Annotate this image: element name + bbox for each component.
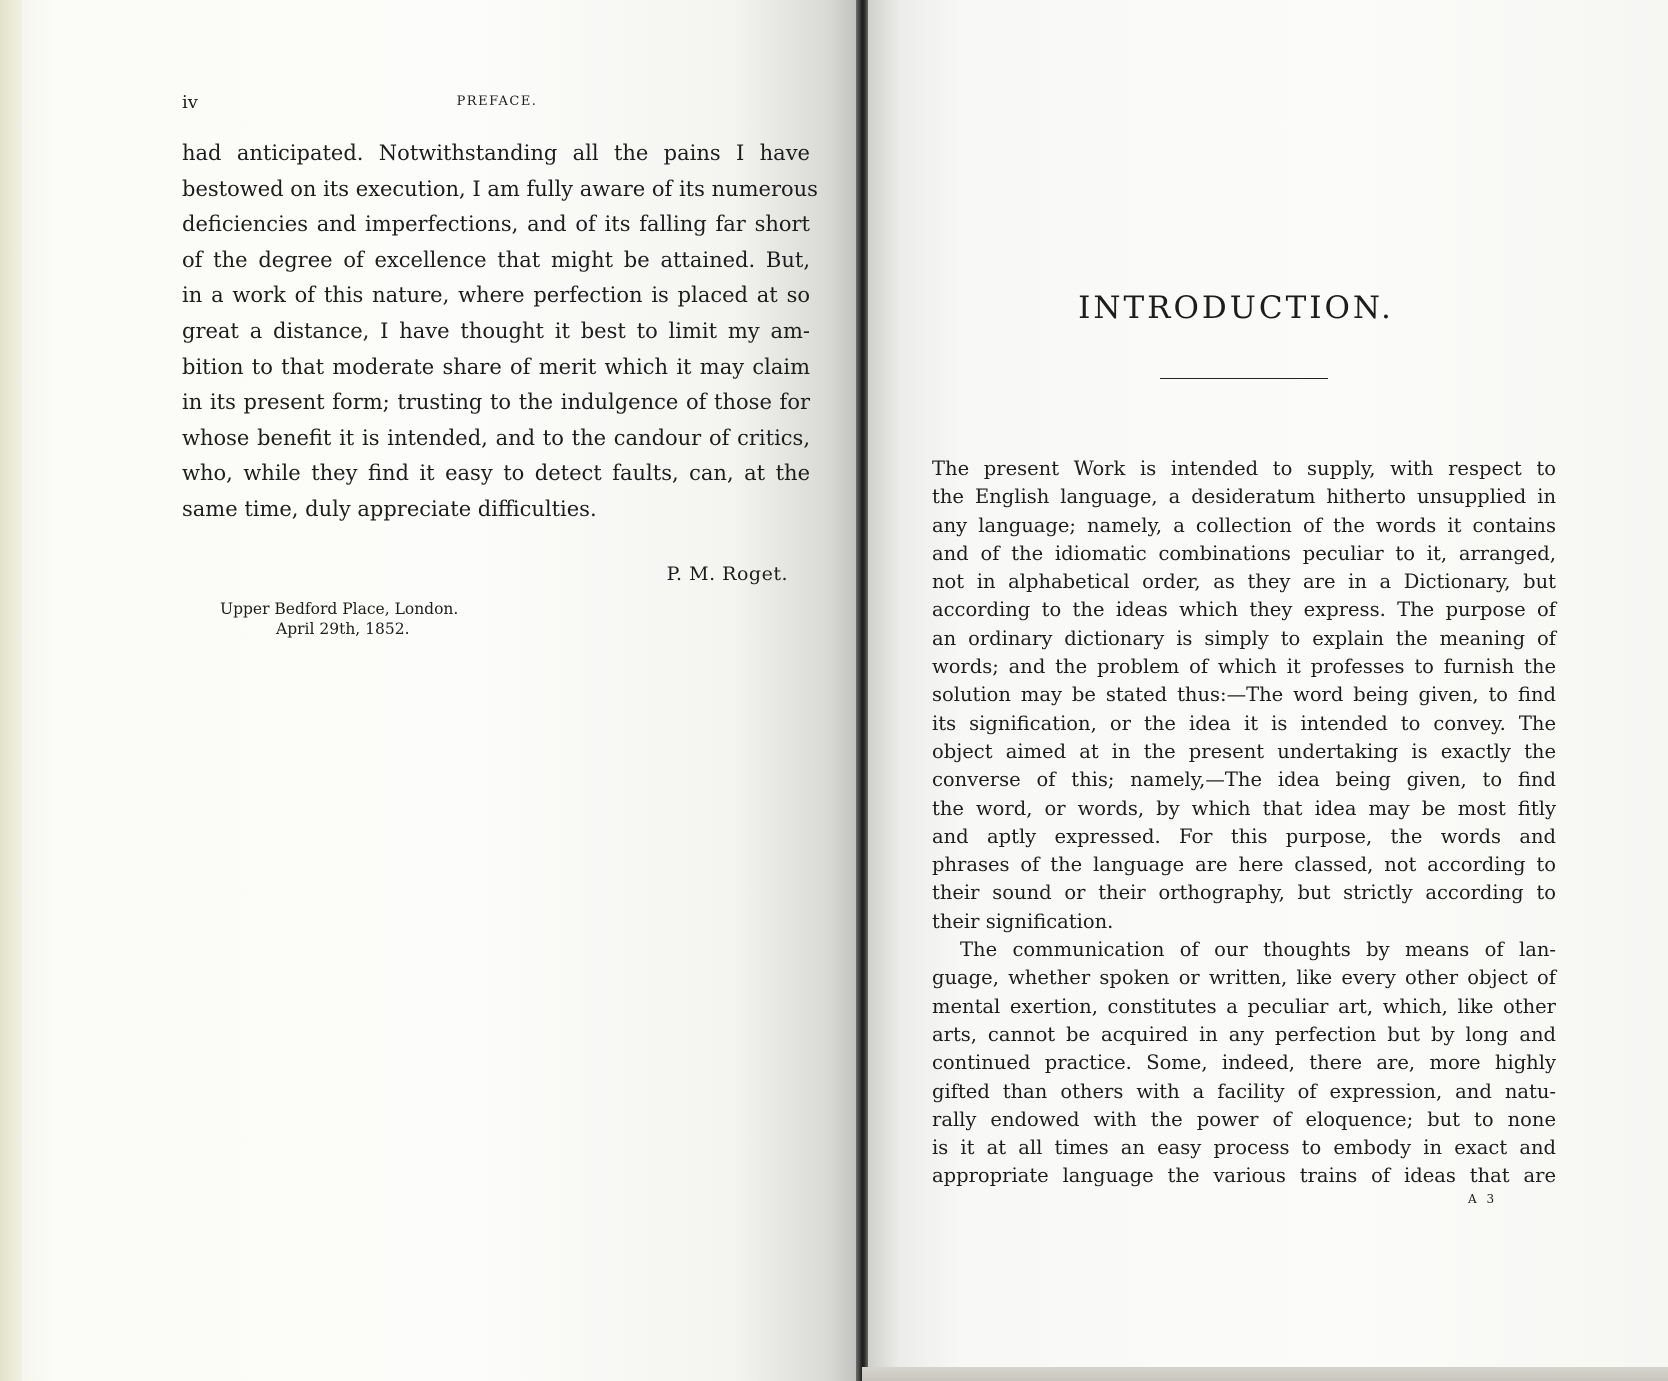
- text-line: and aptly expressed. For this purpose, the words and: [932, 824, 1556, 848]
- text-line: an ordinary dictionary is simply to explain the meaning of: [932, 626, 1556, 650]
- text-line: solution may be stated thus:—The word being given, to find: [932, 683, 1556, 707]
- text-line: in a work of this nature, where perfection is placed at so: [182, 283, 810, 308]
- page-number: iv: [182, 92, 198, 113]
- signature-mark: A 3: [1468, 1192, 1498, 1206]
- author-signature: P. M. Roget.: [666, 563, 788, 585]
- chapter-title: INTRODUCTION.: [1078, 290, 1394, 326]
- text-line: continued practice. Some, indeed, there are, more highly: [932, 1051, 1556, 1075]
- text-line: according to the ideas which they express. The purpose of: [932, 598, 1556, 622]
- running-head-title: PREFACE.: [456, 94, 538, 109]
- text-line: The communication of our thoughts by means of lan-: [960, 938, 1556, 962]
- left-page-edge: [0, 0, 22, 1381]
- text-line: object aimed at in the present undertaking is exactly the: [932, 739, 1556, 763]
- text-line: their sound or their orthography, but strictly according to: [932, 881, 1556, 905]
- text-line: arts, cannot be acquired in any perfection but by long and: [932, 1022, 1556, 1046]
- text-line: deficiencies and imperfections, and of its falling far short: [182, 212, 810, 237]
- text-line: converse of this; namely,—The idea being given, to find: [932, 768, 1556, 792]
- text-line: any language; namely, a collection of the words it contains: [932, 513, 1556, 537]
- text-line: great a distance, I have thought it best to limit my am-: [182, 318, 810, 343]
- text-line: their signification.: [932, 909, 1114, 933]
- text-line: rally endowed with the power of eloquence; but to none: [932, 1107, 1556, 1131]
- signature-place: Upper Bedford Place, London.: [220, 600, 459, 618]
- text-line: bition to that moderate share of merit which it may claim: [182, 354, 810, 379]
- text-line: The present Work is intended to supply, with respect to: [932, 457, 1556, 480]
- preface-text: [182, 136, 818, 528]
- left-running-head: [182, 92, 812, 114]
- text-line: words; and the problem of which it professes to furnish the: [932, 655, 1556, 679]
- text-line: the English language, a desideratum hitherto unsupplied in: [932, 485, 1556, 509]
- text-line: not in alphabetical order, as they are in a Dictionary, but: [932, 570, 1556, 594]
- text-line: is it at all times an easy process to embody in exact and: [932, 1136, 1556, 1160]
- text-line: and of the idiomatic combinations peculiar to it, arranged,: [932, 541, 1556, 565]
- introduction-text: [932, 455, 1556, 1191]
- text-line: bestowed on its execution, I am fully aware of its numerous: [182, 176, 818, 201]
- text-line: the word, or words, by which that idea may be most fitly: [932, 796, 1556, 820]
- text-line: who, while they find it easy to detect faults, can, at the: [182, 461, 810, 486]
- text-line: phrases of the language are here classed, not according to: [932, 853, 1556, 877]
- text-line: appropriate language the various trains of ideas that are: [932, 1164, 1556, 1188]
- text-line: same time, duly appreciate difficulties.: [182, 496, 597, 521]
- right-page-bottom-edge: [862, 1367, 1668, 1381]
- text-line: guage, whether spoken or written, like every other object of: [932, 966, 1556, 990]
- text-line: gifted than others with a facility of expression, and natu-: [932, 1079, 1556, 1103]
- signature-date: April 29th, 1852.: [276, 620, 410, 638]
- text-line: whose benefit it is intended, and to the candour of critics,: [182, 425, 810, 450]
- text-line: its signification, or the idea it is intended to convey. The: [932, 711, 1556, 735]
- text-line: mental exertion, constitutes a peculiar art, which, like other: [932, 994, 1556, 1018]
- text-line: had anticipated. Notwithstanding all the pains I have: [182, 141, 810, 165]
- title-rule: [1160, 378, 1328, 379]
- text-line: in its present form; trusting to the indulgence of those for: [182, 390, 810, 415]
- text-line: of the degree of excellence that might be attained. But,: [182, 247, 810, 272]
